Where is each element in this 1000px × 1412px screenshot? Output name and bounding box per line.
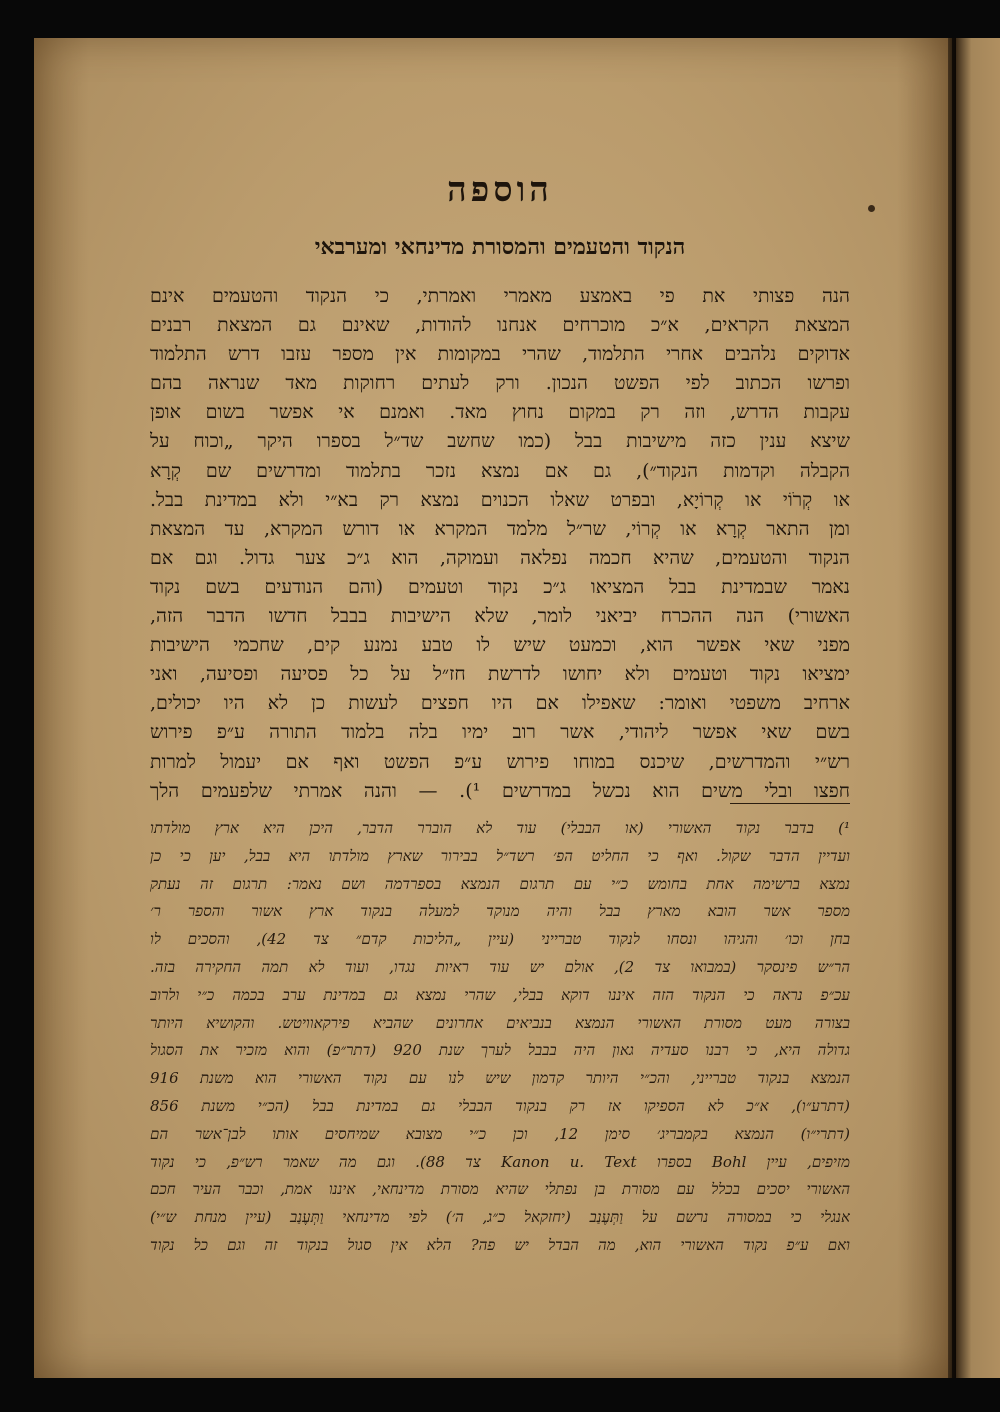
body-line: חפצו ובלי משים הוא נכשל במדרשים ¹). — והנה אמרתי שלפעמים הלך [150, 779, 850, 802]
page-title: הוספה [447, 170, 553, 210]
body-line: או קְרֹוֹי או קְרוֹיָא, ובפרט שאלו הכנוים נמצא רק בא״י ולא במדינת בבל. [150, 488, 850, 511]
body-line: הנה פצותי את פי באמצע מאמרי ואמרתי, כי הנקוד והטעמים אינם [150, 285, 850, 307]
footnote-line: אנגלי כי במסורה נרשם על וַתְּעֶנַב (יחזקאל כ״ג, ה׳) לפי מדינחאי וַתְּעֶנַב (עיין מנחת ש״י) [150, 1208, 850, 1227]
footnote-line: בצורה מעט מסורת האשורי הנמצא בנביאים אחרונים שהביא פירקאוויטש. והקושיא היותר [150, 1013, 850, 1032]
footnote-line: מזיפים, עיין Bohl בספרו Kanon u. Text צד 88). וגם מה שאמר רש״פ, כי נקוד [150, 1152, 850, 1171]
body-line: המצאת הקראים, א״כ מוכרחים אנחנו להודות, שאינם גם המצאת רבנים [150, 314, 850, 337]
footnote-line: גדולה היא, כי רבנו סעדיה גאון היה בבבל לערך שנת 920 (דתר״פ) והוא מזכיר את הסגול [150, 1041, 850, 1060]
body-line: ארחיב משפטי ואומר: שאפילו אם היו חפצים לעשות כן לא היו יכולים, [150, 692, 850, 715]
body-line: הקבלה וקדמות הנקוד״), גם אם נמצא נזכר בתלמוד ומדרשים שם קְרָא [150, 459, 850, 482]
body-line: האשורי) הנה ההכרח יביאני לומר, שלא הישיבות בבבל חדשו הדבר הזה, [150, 605, 850, 628]
footnote-line: ¹) בדבר נקוד האשורי (או הבבלי) עוד לא הוברר הדבר, היכן היא ארץ מולדתו [150, 819, 850, 837]
body-line: ימציאו נקוד וטעמים ולא יחושו לדרשת חז״ל על כל פסיעה ופסיעה, ואני [150, 663, 850, 686]
footnote-line: מספר אשר הובא מארץ בבל והיה מנוקד למעלה בנקוד ארץ אשור והספר ר׳ [150, 902, 850, 921]
footnote-line: האשורי יסכים בכלל עם מסורת בן נפתלי שהיא מסורת מדינחאי, איננו אמת, וכבר העיר חכם [150, 1180, 850, 1199]
body-line: ופרשו הכתוב לפי הפשט הנכון. ורק לעתים רחוקות מאד שנראה בהם [150, 372, 850, 395]
body-text [150, 282, 850, 806]
body-line: שיצא ענין כזה מישיבות בבל (כמו שחשב שד״ל בספרו היקר „וכוח על [150, 430, 850, 453]
ink-spot [868, 205, 875, 212]
footnote-line: (דתרע״ו), א״כ לא הספיקו אז רק בנקוד הבבלי גם במדינת בבל (הכ״י משנת 856 [150, 1096, 850, 1115]
body-line: מפני שאי אפשר הוא, וכמעט שיש לו טבע נמנע קים, שחכמי הישיבות [150, 634, 850, 657]
footnote-line: נמצא ברשימה אחת בחומש כ״י עם תרגום הנמצא בספרדמה ושם נאמר: תרגום זה נעתק [150, 874, 850, 893]
footnote-rule [730, 803, 850, 804]
footnote-line: (דתרי״ו) הנמצא בקמבריג׳ סימן 12, וכן כ״י מצובא שמיחסים אותו לבן־אשר הם [150, 1124, 850, 1143]
footnote-line: עכ״פ נראה כי הנקוד הזה איננו דוקא בבלי, שהרי נמצא גם במדינת ערב בכמה כ״י ולרוב [150, 985, 850, 1004]
footnotes [150, 815, 850, 1260]
body-line: הנקוד והטעמים, שהיא חכמה נפלאה ועמוקה, הוא ג״כ צער גדול. וגם אם [150, 546, 850, 569]
footnote-line: ואם ע״פ נקוד האשורי הוא, מה הבדל יש פה? הלא אין סגול בנקוד זה וגם כל נקוד [150, 1235, 850, 1254]
body-line: רש״י והמדרשים, שיכנס במוחו פירוש ע״פ הפשט ואף אם יעמול למרות [150, 750, 850, 773]
body-line: נאמר שבמדינת בבל המציאו ג״כ נקוד וטעמים (והם הנודעים בשם נקוד [150, 575, 850, 598]
next-page-edge [956, 38, 1000, 1378]
body-line: אדוקים נלהבים אחרי התלמוד, שהרי במקומות אין מספר עזבו דרש התלמוד [150, 343, 850, 366]
body-line: בשם שאי אפשר ליהודי, אשר רוב ימיו בלה בלמוד התורה ע״פ פירוש [150, 721, 850, 744]
footnote-line: הנמצא בנקוד טברייני, והכ״י היותר קדמון שיש לנו עם נקוד האשורי הוא משנת 916 [150, 1069, 850, 1088]
section-subtitle: הנקוד והטעמים והמסורת מדינחאי ומערבאי [314, 234, 686, 260]
footnote-line: הר״ש פינסקר (במבואו צד 2), אולם יש עוד ראיות נגדו, ועוד לא תמה החקירה בזה. [150, 957, 850, 976]
footnote-line: בחן וכו׳ והגיהו ונסחו לנקוד טברייני (עיין „הליכות קדם״ צד 42), והסכים לו [150, 930, 850, 949]
body-line: ומן התאר קְרָא או קְרוֹי, שר״ל מלמד המקרא או דורש המקרא, עד המצאת [150, 517, 850, 540]
body-line: עקבות הדרש, וזה רק במקום נחוץ מאד. ואמנם אי אפשר בשום אופן [150, 401, 850, 424]
footnote-line: ועדיין הדבר שקול. ואף כי החליט הפ׳ רשד״ל בבירור שארץ מולדתו היא בבל, יען כי כן [150, 846, 850, 865]
